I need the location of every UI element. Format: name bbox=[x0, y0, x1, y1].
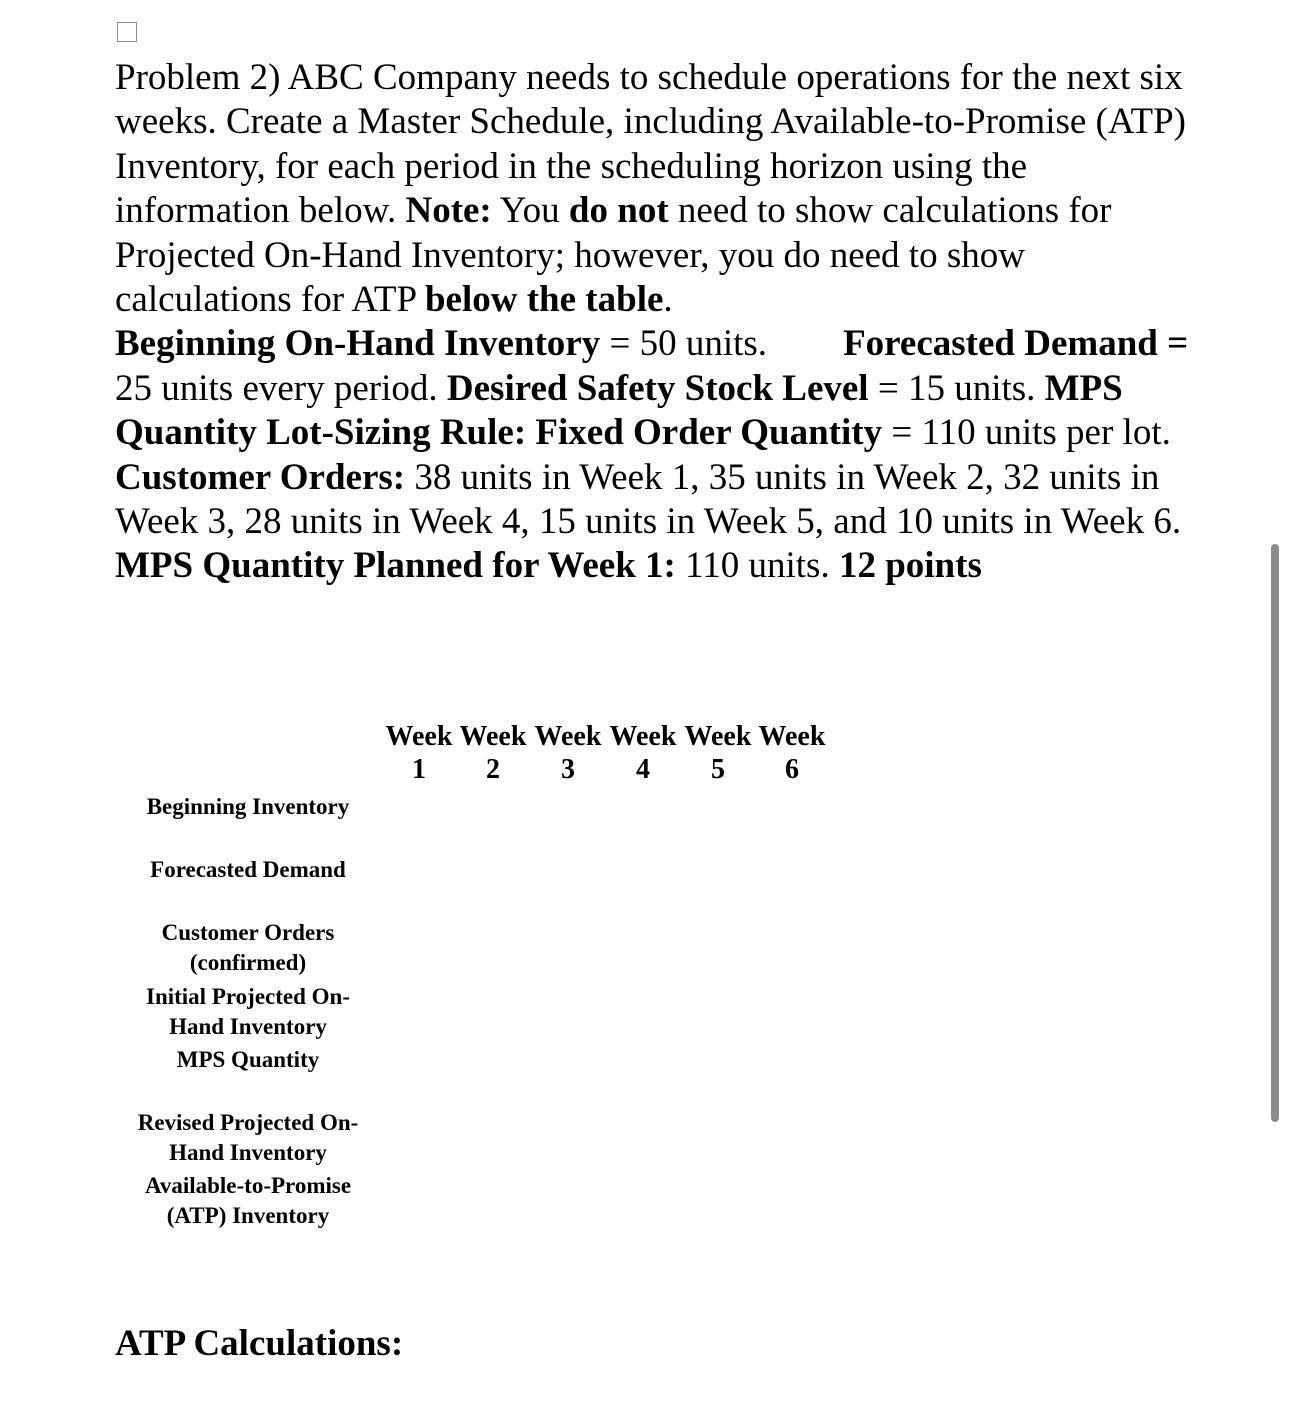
week-header-6: Week 6 bbox=[758, 721, 826, 785]
checkbox[interactable] bbox=[117, 22, 137, 42]
week-header-3: Week 3 bbox=[534, 721, 602, 785]
points-label: 12 points bbox=[838, 545, 982, 587]
week-header-1: Week 1 bbox=[385, 721, 453, 785]
row-label-initial-projected-on-hand: Initial Projected On- Hand Inventory bbox=[146, 984, 350, 1039]
row-label-mps-quantity: MPS Quantity bbox=[176, 1047, 320, 1072]
row-label-forecasted-demand: Forecasted Demand bbox=[150, 857, 346, 882]
problem-statement: Problem 2) ABC Company needs to schedule operations for the next six weeks. Create a Master Schedule, including Available-to-Promise (ATP) Inventory, for each period in the scheduling horizon using the information below. Note: You do not need to show calculations for Projected On-Hand Inventory; however, you do need to show calculations for ATP below the table. Beginning On-Hand Inventory = 50 units. Forecasted Demand = 25 units every period. Desired Safety Stock Level = 15 units. MPS Quantity Lot-Sizing Rule: Fixed Order Quantity = 110 units per lot. Customer Orders: 38 units in Week 1, 35 units in Week 2, 32 units in Week 3, 28 units in Week 4, 15 units in Week 5, and 10 units in Week 6. MPS Quantity Planned for Week 1: 110 units. 12 points bbox=[115, 57, 1189, 587]
row-label-beginning-inventory: Beginning Inventory bbox=[146, 794, 350, 819]
week-header-5: Week 5 bbox=[684, 721, 752, 785]
note-label: Note: bbox=[405, 190, 492, 232]
row-label-atp-inventory: Available-to-Promise (ATP) Inventory bbox=[144, 1173, 352, 1228]
row-label-customer-orders: Customer Orders (confirmed) bbox=[161, 920, 335, 975]
week-header-2: Week 2 bbox=[459, 721, 527, 785]
row-label-revised-projected-on-hand: Revised Projected On- Hand Inventory bbox=[137, 1110, 359, 1165]
atp-calculations-heading: ATP Calculations: bbox=[115, 1323, 404, 1364]
week-header-4: Week 4 bbox=[609, 721, 677, 785]
scrollbar[interactable] bbox=[1271, 544, 1279, 1122]
